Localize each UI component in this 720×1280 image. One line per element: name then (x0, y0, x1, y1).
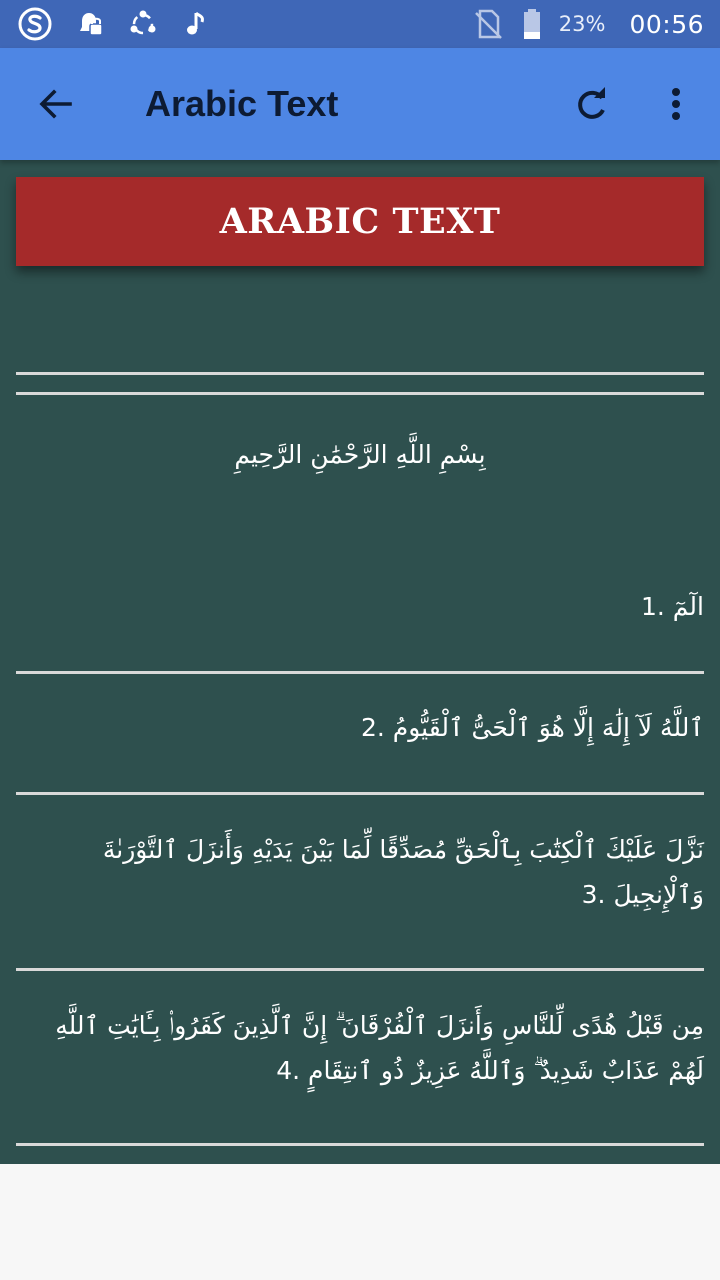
verse-number: 4. (276, 1056, 301, 1085)
status-bar-notifications (18, 6, 214, 42)
divider (16, 372, 704, 375)
page-title: Arabic Text (145, 83, 339, 124)
verse-item (16, 584, 704, 629)
arrow-back-icon (36, 84, 76, 124)
back-button[interactable] (28, 76, 84, 132)
refresh-icon (572, 84, 612, 124)
content-area (0, 160, 720, 1164)
battery-percent: 23% (558, 12, 606, 36)
more-options-button[interactable] (648, 76, 704, 132)
more-vert-icon (666, 84, 686, 124)
verse-number: 2. (360, 713, 385, 742)
divider (16, 1143, 704, 1146)
verse-text: مِن قَبْلُ هُدًى لِّلنَّاسِ وَأَنزَلَ ٱلْفُرْقَانَ ۗ إِنَّ ٱلَّذِينَ كَفَرُوا۟ بِـَٔايَٰتِ ٱللَّهِ لَهُمْ عَذَابٌ شَدِيدٌ ۗ وَٱللَّهُ عَزِيزٌ ذُو ٱنتِقَامٍ (55, 1011, 704, 1085)
status-bar (0, 0, 720, 48)
bottom-empty-area (0, 1164, 720, 1280)
verse-text: الٓمٓ (672, 592, 704, 621)
basmala-text: بِسْمِ اللَّهِ الرَّحْمَٰنِ الرَّحِيمِ (234, 440, 486, 469)
verse-item (16, 705, 704, 750)
divider (16, 968, 704, 971)
divider (16, 792, 704, 795)
verse-text: نَزَّلَ عَلَيْكَ ٱلْكِتَٰبَ بِٱلْحَقِّ مُصَدِّقًا لِّمَا بَيْنَ يَدَيْهِ وَأَنزَلَ ٱلتَّوْرَىٰةَ وَٱلْإِنجِيلَ (102, 835, 704, 909)
notification-muted-icon (72, 7, 106, 41)
verse-number: 1. (640, 592, 665, 621)
share-icon (126, 7, 160, 41)
no-sim-icon (471, 7, 505, 41)
s-app-icon (18, 7, 52, 41)
music-note-icon (180, 7, 214, 41)
section-header (16, 177, 704, 266)
verse-item (16, 1003, 704, 1093)
verse-item (16, 827, 704, 917)
section-header-label: ARABIC TEXT (219, 201, 501, 242)
verse-text: ٱللَّهُ لَآ إِلَٰهَ إِلَّا هُوَ ٱلْحَىُّ ٱلْقَيُّومُ (392, 713, 704, 742)
battery-icon (515, 7, 549, 41)
clock: 00:56 (629, 9, 704, 39)
refresh-button[interactable] (564, 76, 620, 132)
verse-number: 3. (581, 880, 606, 909)
divider (16, 671, 704, 674)
divider (16, 392, 704, 395)
app-bar (0, 48, 720, 160)
status-bar-system (471, 0, 704, 48)
